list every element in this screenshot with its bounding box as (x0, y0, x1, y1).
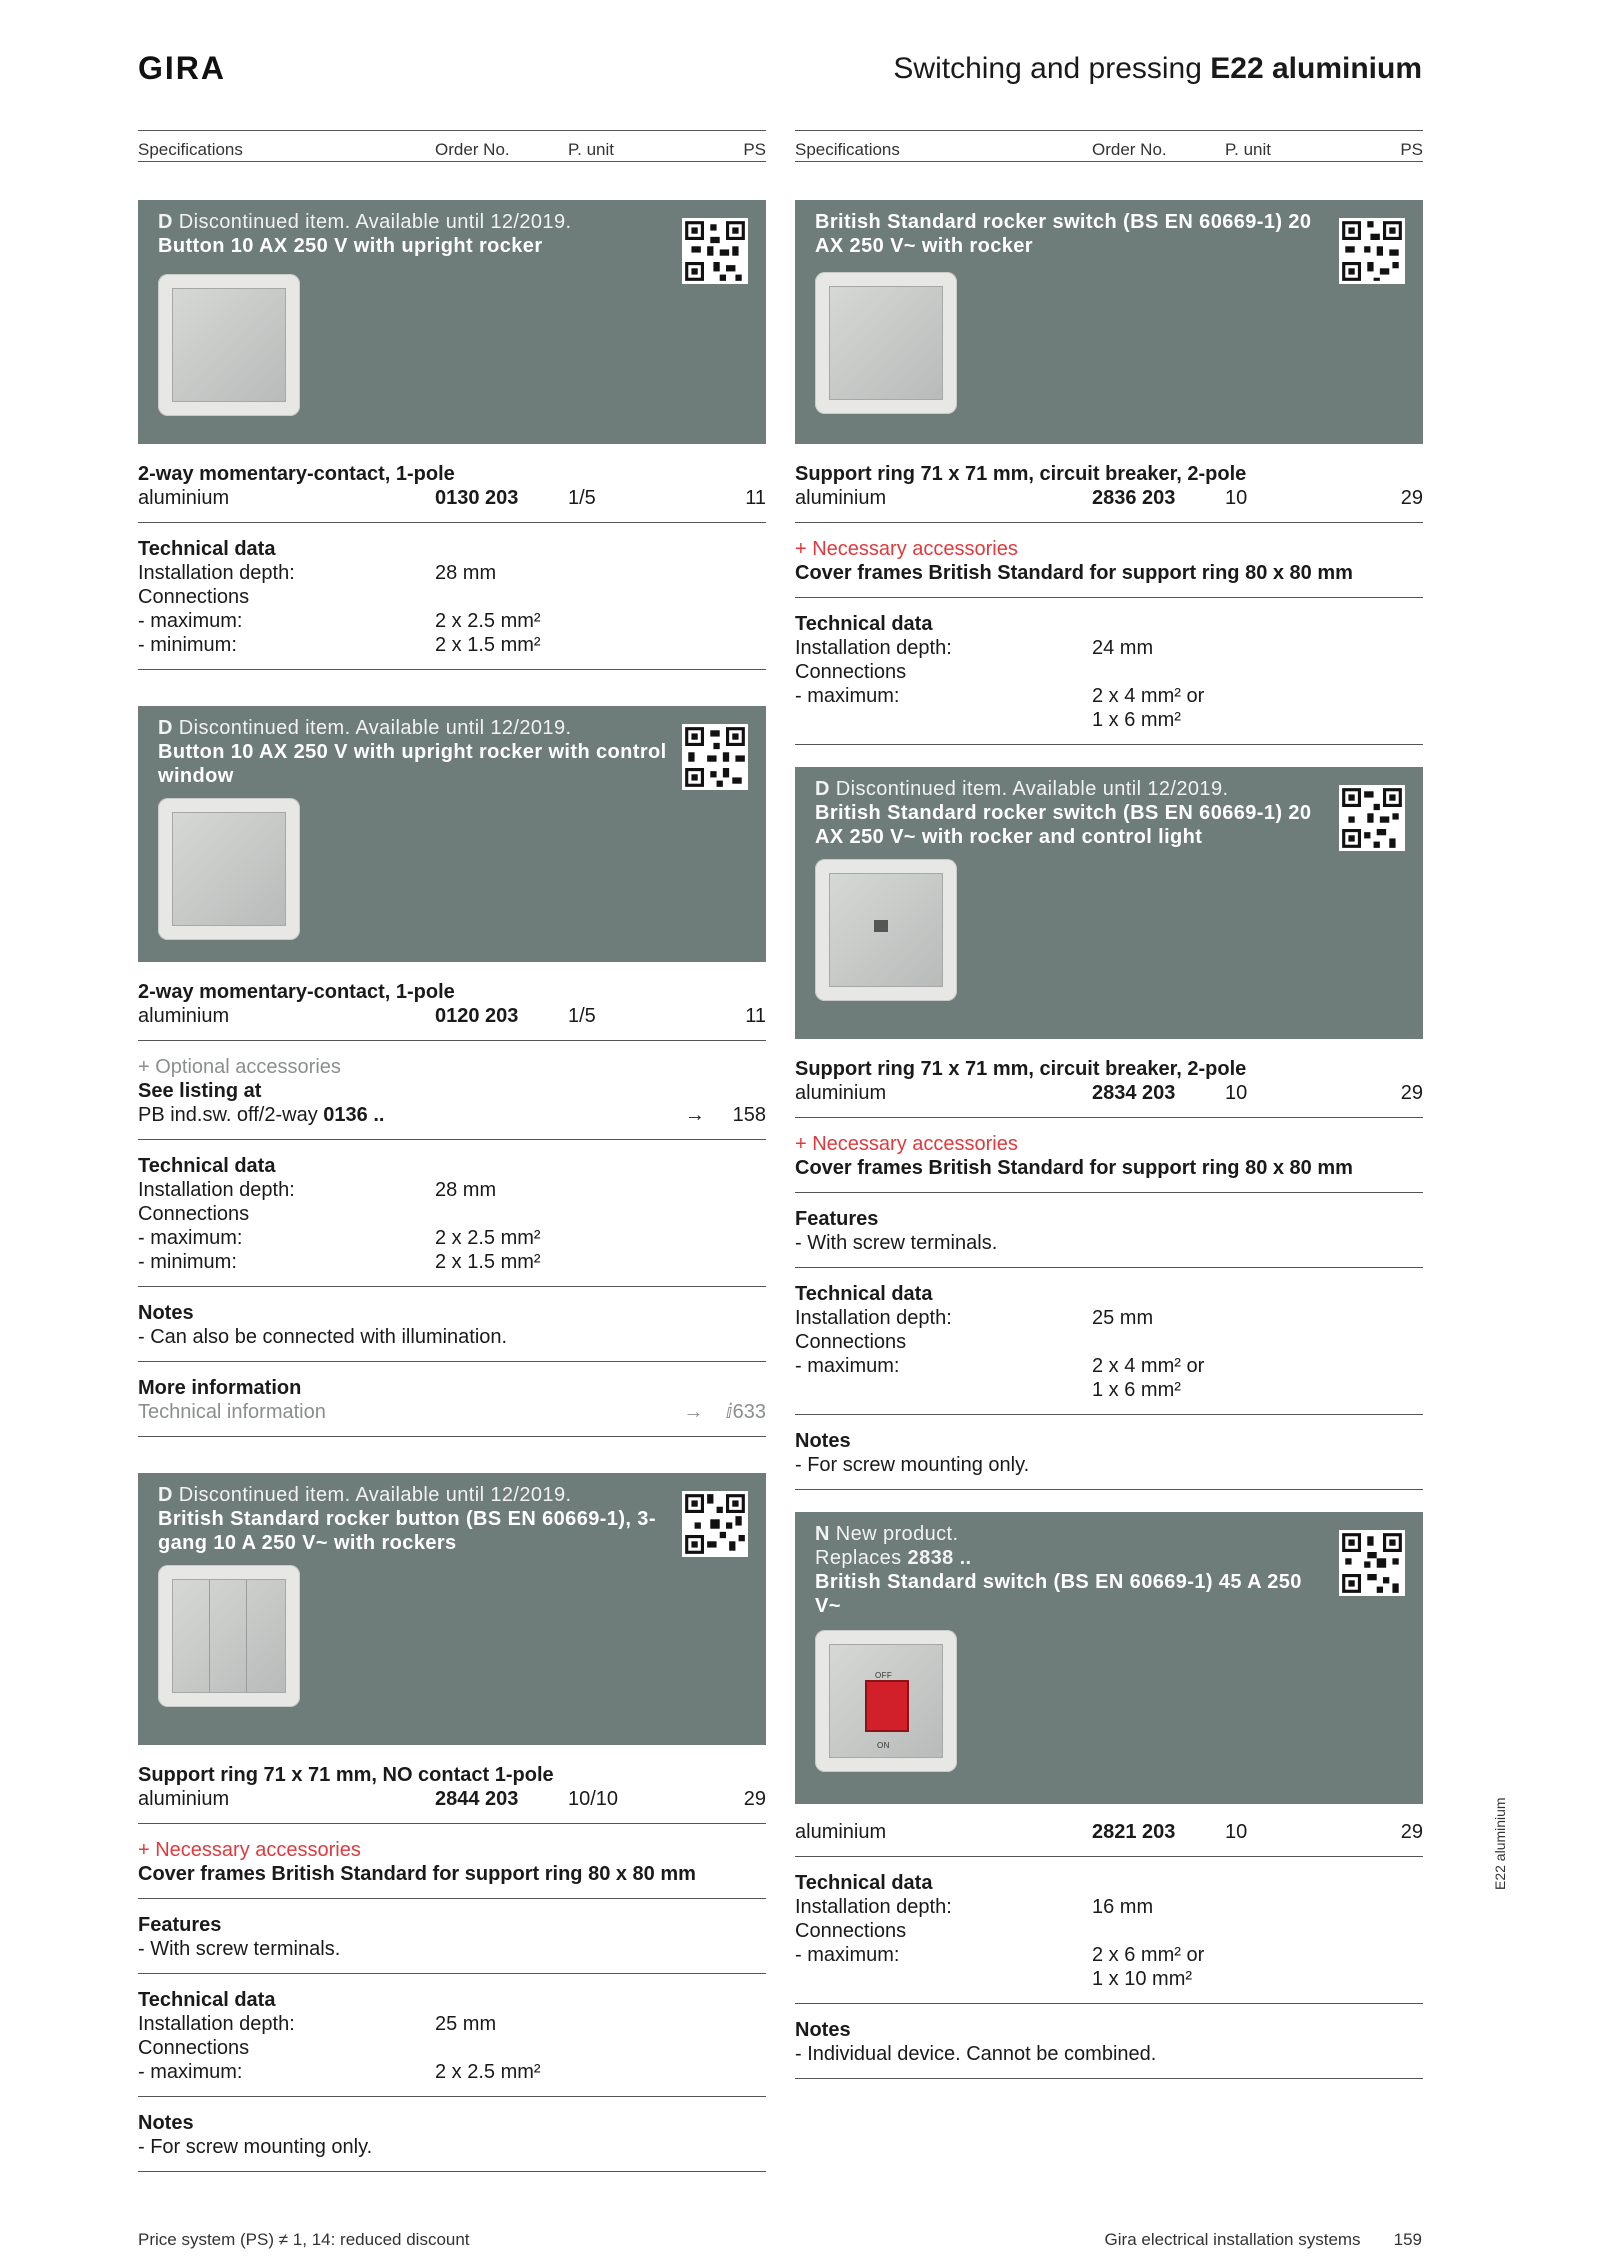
product-title: British Standard rocker switch (BS EN 60669-1) 20 AX 250 V~ with rocker and control light (815, 802, 1312, 848)
features: Features - With screw terminals. (795, 1208, 998, 1254)
technical-info-link[interactable]: Technical information → ⅈ633 (138, 1401, 766, 1423)
divider (795, 1414, 1423, 1415)
divider (138, 1973, 766, 1974)
divider (795, 1192, 1423, 1193)
qr-code-icon[interactable] (682, 1491, 748, 1557)
product-name: Support ring 71 x 71 mm, NO contact 1-pole (138, 1764, 554, 1786)
divider (138, 2096, 766, 2097)
product-title: Button 10 AX 250 V with upright rocker with control window (158, 741, 667, 787)
status-line: D Discontinued item. Available until 12/2019. (158, 211, 572, 233)
divider (138, 1823, 766, 1824)
accessories: + Necessary accessories Cover frames British Standard for support ring 80 x 80 mm (795, 1132, 1423, 1180)
qr-code-icon[interactable] (1339, 218, 1405, 284)
divider (795, 1856, 1423, 1857)
col-spec-label: Specifications (795, 140, 900, 159)
status-line: D Discontinued item. Available until 12/2019. (815, 778, 1229, 800)
divider (795, 744, 1423, 745)
technical-data: Technical data Installation depth: 16 mm Connections - maximum: 2 x 6 mm² or 1 x 10 mm² (795, 1872, 1205, 1990)
order-number: 2834 203 (1092, 1082, 1176, 1104)
col-ps-label: PS (743, 140, 766, 159)
switch-plate (172, 1579, 286, 1693)
order-number: 2836 203 (1092, 487, 1176, 509)
product-image (158, 798, 300, 940)
on-label: ON (877, 1741, 890, 1750)
side-section-tab: E22 aluminium (1492, 1797, 1508, 1890)
product-panel (138, 706, 766, 962)
product-image (158, 1565, 300, 1707)
accessories: + Optional accessories See listing at PB ind.sw. off/2-way 0136 .. → 158 (138, 1056, 766, 1126)
qr-code-icon[interactable] (1339, 785, 1405, 851)
control-light (874, 920, 888, 932)
brand-logo: GIRA (138, 50, 226, 86)
qr-code-icon[interactable] (1339, 1530, 1405, 1596)
divider (795, 2078, 1423, 2079)
col-ps-label: PS (1400, 140, 1423, 159)
page-number: 159 (1393, 2230, 1422, 2249)
divider (138, 1361, 766, 1362)
footer-publication: Gira electrical installation systems (1104, 2230, 1361, 2249)
page-title-bold: E22 aluminium (1210, 52, 1422, 85)
switch-plate (829, 286, 943, 400)
necessary-accessories-label: + Necessary accessories (795, 538, 1018, 560)
order-number: 0120 203 (435, 1005, 519, 1027)
product-panel (138, 200, 766, 444)
product-panel (795, 1512, 1423, 1804)
switch-plate (172, 288, 286, 402)
switch-plate (829, 873, 943, 987)
off-label: OFF (875, 1671, 893, 1680)
status-line: N New product. (815, 1523, 959, 1545)
footer-price-note: Price system (PS) ≠ 1, 14: reduced discount (138, 2230, 470, 2249)
product-name: Support ring 71 x 71 mm, circuit breaker, 2-pole (795, 1058, 1247, 1080)
product-panel (138, 1473, 766, 1745)
order-row: aluminium 0120 203 1/5 11 (138, 1005, 766, 1027)
necessary-accessories-label: + Necessary accessories (795, 1133, 1018, 1155)
product-title: British Standard switch (BS EN 60669-1) 45 A 250 V~ (815, 1571, 1302, 1617)
order-number: 0130 203 (435, 487, 519, 509)
col-order-label: Order No. (1092, 140, 1167, 159)
product-title: British Standard rocker button (BS EN 60669-1), 3-gang 10 A 250 V~ with rockers (158, 1508, 656, 1554)
right-column (795, 130, 1423, 2079)
necessary-accessories-label: + Necessary accessories (138, 1839, 361, 1861)
divider (138, 1286, 766, 1287)
divider (795, 597, 1423, 598)
optional-accessories-label: + Optional accessories (138, 1056, 341, 1078)
column-header (795, 130, 1423, 162)
footer-right (1105, 2230, 1422, 2250)
order-row: aluminium 0130 203 1/5 11 (138, 487, 766, 509)
qr-code-icon[interactable] (682, 218, 748, 284)
product-name: 2-way momentary-contact, 1-pole (138, 981, 455, 1003)
divider (138, 522, 766, 523)
notes: Notes - For screw mounting only. (138, 2112, 373, 2158)
product-image (815, 1630, 957, 1772)
arrow-right-icon: → (684, 1104, 705, 1126)
accessories: + Necessary accessories Cover frames British Standard for support ring 80 x 80 mm (795, 537, 1423, 585)
divider (138, 1436, 766, 1437)
order-row: aluminium 2844 203 10/10 29 (138, 1788, 766, 1810)
technical-data: Technical data Installation depth: 28 mm Connections - maximum: 2 x 2.5 mm² - minimum: 2 x 1.5 mm² (138, 1155, 541, 1273)
switch-plate (172, 812, 286, 926)
product-panel (795, 200, 1423, 444)
more-information: More information Technical information → ⅈ633 (138, 1377, 766, 1423)
product-title: Button 10 AX 250 V with upright rocker (158, 235, 543, 257)
product-title: British Standard rocker switch (BS EN 60669-1) 20 AX 250 V~ with rocker (815, 211, 1312, 257)
accessories: + Necessary accessories Cover frames British Standard for support ring 80 x 80 mm (138, 1838, 766, 1886)
order-row: aluminium 2821 203 10 29 (795, 1821, 1423, 1843)
col-punit-label: P. unit (568, 140, 615, 159)
technical-data: Technical data Installation depth: 25 mm Connections - maximum: 2 x 4 mm² or 1 x 6 mm² (795, 1283, 1205, 1401)
divider (795, 2003, 1423, 2004)
rocker-divider (209, 1580, 210, 1692)
divider (138, 1040, 766, 1041)
notes: Notes - Individual device. Cannot be combined. (795, 2019, 1157, 2065)
qr-code-icon[interactable] (682, 724, 748, 790)
red-rocker-switch (865, 1680, 909, 1732)
divider (138, 1139, 766, 1140)
replaces-line: Replaces 2838 .. (815, 1547, 972, 1569)
product-image (158, 274, 300, 416)
product-name: 2-way momentary-contact, 1-pole (138, 463, 455, 485)
status-line: D Discontinued item. Available until 12/2019. (158, 1484, 572, 1506)
col-punit-label: P. unit (1225, 140, 1272, 159)
column-header (138, 130, 766, 162)
col-spec-label: Specifications (138, 140, 243, 159)
divider (138, 1898, 766, 1899)
product-panel (795, 767, 1423, 1039)
divider (795, 1117, 1423, 1118)
notes: Notes - Can also be connected with illumination. (138, 1302, 508, 1348)
product-image (815, 859, 957, 1001)
page-title-prefix: Switching and pressing (893, 52, 1211, 85)
arrow-right-icon: → (683, 1401, 704, 1423)
divider (795, 1267, 1423, 1268)
product-image (815, 272, 957, 414)
page-title (893, 52, 1422, 86)
product-name: Support ring 71 x 71 mm, circuit breaker, 2-pole (795, 463, 1247, 485)
features: Features - With screw terminals. (138, 1914, 341, 1960)
divider (795, 1489, 1423, 1490)
order-row: aluminium 2836 203 10 29 (795, 487, 1423, 509)
order-row: aluminium 2834 203 10 29 (795, 1082, 1423, 1104)
status-line: D Discontinued item. Available until 12/2019. (158, 717, 572, 739)
technical-data: Technical data Installation depth: 28 mm Connections - maximum: 2 x 2.5 mm² - minimum: 2 x 1.5 mm² (138, 538, 541, 656)
notes: Notes - For screw mounting only. (795, 1430, 1030, 1476)
left-column (138, 130, 766, 2172)
divider (795, 522, 1423, 523)
divider (138, 2171, 766, 2172)
divider (138, 669, 766, 670)
listing-link[interactable]: PB ind.sw. off/2-way 0136 .. → 158 (138, 1104, 766, 1126)
technical-data: Technical data Installation depth: 25 mm Connections - maximum: 2 x 2.5 mm² (138, 1989, 541, 2083)
order-number: 2821 203 (1092, 1821, 1176, 1843)
col-order-label: Order No. (435, 140, 510, 159)
rocker-divider (246, 1580, 247, 1692)
order-number: 2844 203 (435, 1788, 519, 1810)
technical-data: Technical data Installation depth: 24 mm Connections - maximum: 2 x 4 mm² or 1 x 6 mm² (795, 613, 1205, 731)
